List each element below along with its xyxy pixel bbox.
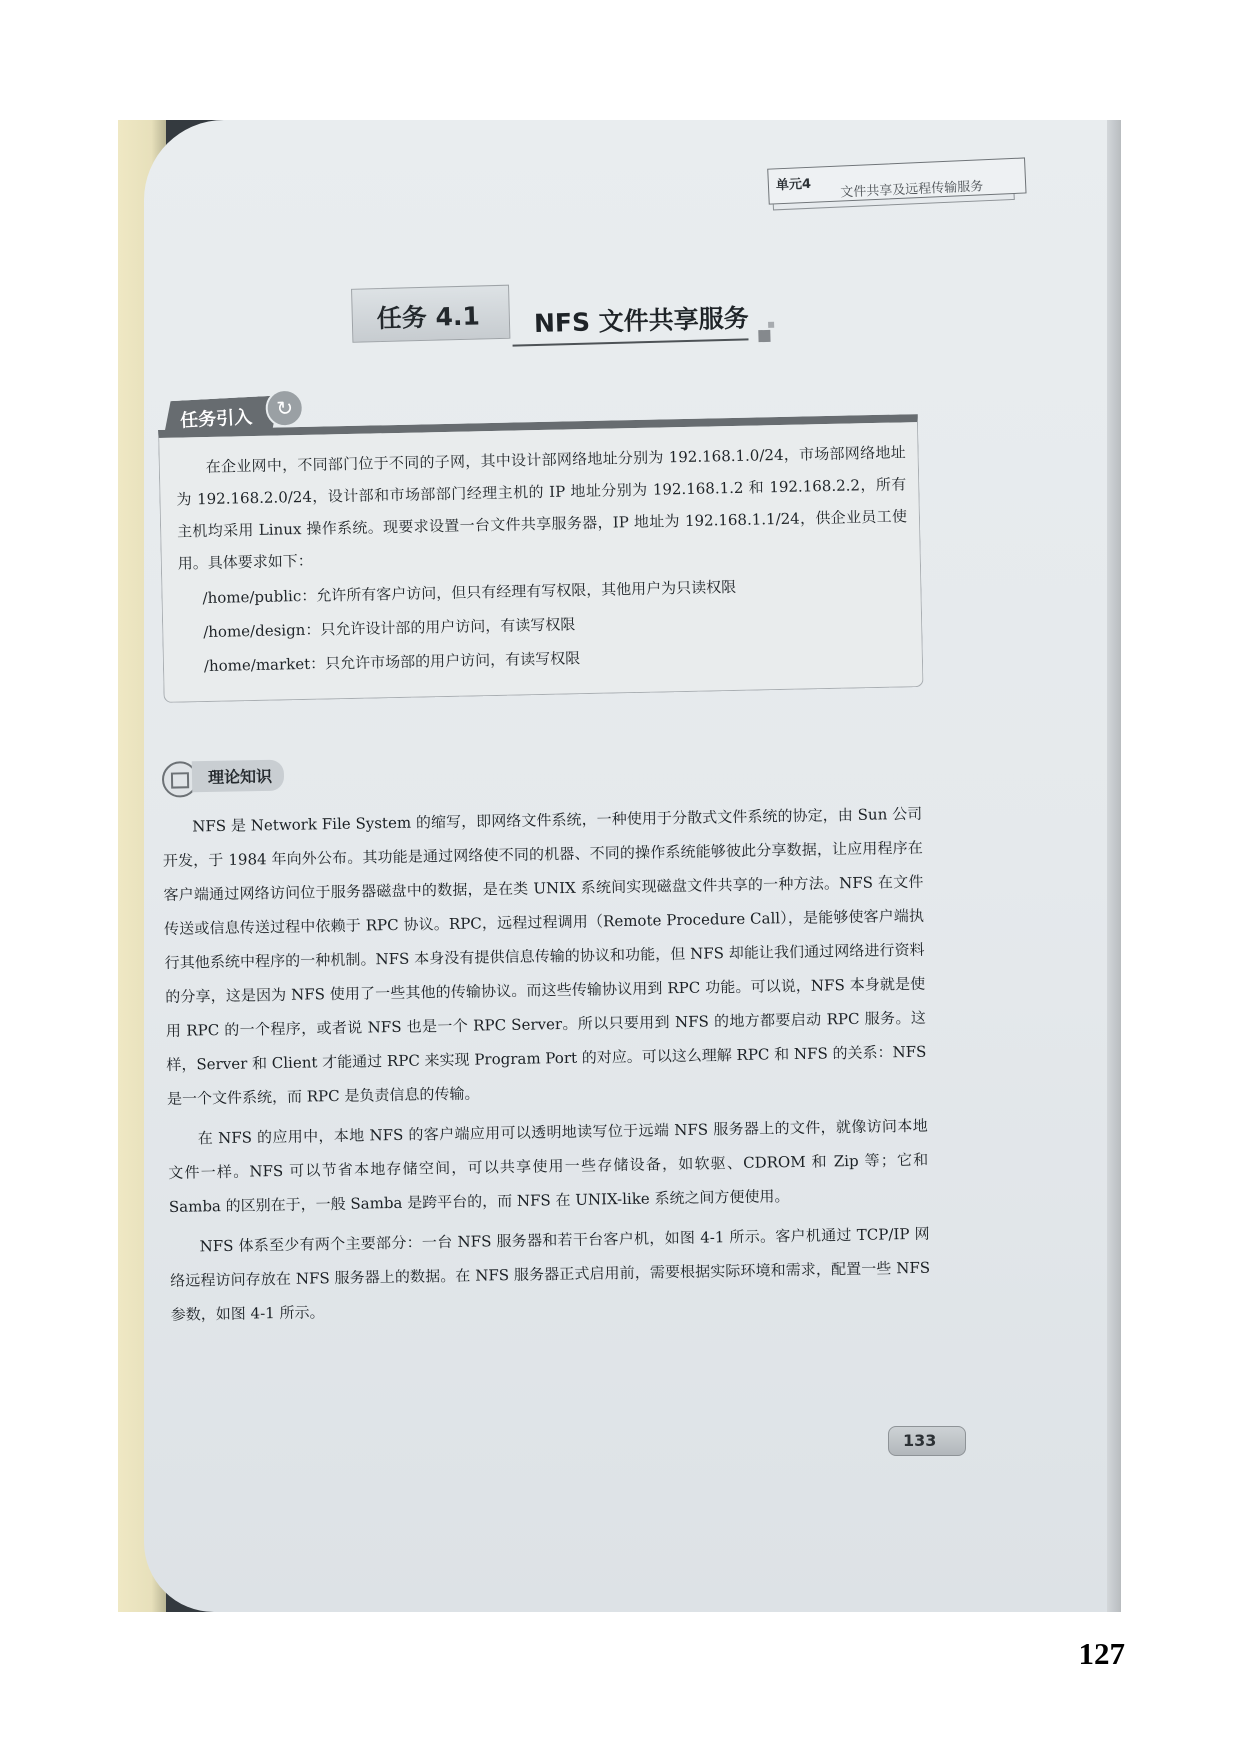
theory-title: 理论知识: [192, 760, 285, 793]
unit-label: 单元4: [775, 176, 812, 194]
list-item: /home/market：只允许市场部的用户访问，有读写权限: [203, 649, 581, 676]
theory-paragraph: NFS 体系至少有两个主要部分：一台 NFS 服务器和若干台客户机，如图 4-1 所示。客户机通过 TCP/IP 网络远程访问存放在 NFS 服务器上的数据。在 NFS 服务器正式启用前，需要根据实际环境和需求，配置一些 NFS 参数，如图 4-1 所示。: [170, 1224, 931, 1324]
theory-paragraph: NFS 是 Network File System 的缩写，即网络文件系统，一种使用于分散式文件系统的协定，由 Sun 公司开发，于 1984 年向外公布。其功能是通过网络使不同的机器、不同的操作系统能够彼此分享数据，让应用程序在客户端通过网络访问位于服务器磁盘中的数据，是在类 UNIX 系统间实现磁盘文件共享的一种方法。NFS 在文件传送或信息传送过程中依赖于 RPC 协议。RPC，远程过程调用（Remote Procedure Call），是能够使客户端执行其他系统中程序的一种机制。NFS 本身没有提供信息传输的协议和功能，但 NFS 却能让我们通过网络进行资料的分享，这是因为 NFS 使用了一些其他的传输协议。而这些传输协议用到 RPC 功能。可以说，NFS 本身就是使用 RPC 的一个程序，或者说 NFS 也是一个 RPC Server。所以只要用到 NFS 的地方都要启动 RPC 服务。这样，Server 和 Client 才能通过 RPC 来实现 Program Port 的对应。可以这么理解 RPC 和 NFS 的关系：NFS 是一个文件系统，而 RPC 是负责信息的传输。: [162, 804, 927, 1108]
intro-paragraph: 在企业网中，不同部门位于不同的子网，其中设计部网络地址分别为 192.168.1.0/24，市场部网络地址为 192.168.2.0/24，设计部和市场部部门经理主机的 IP 地址分别为 192.168.1.2 和 192.168.2.2，所有主机均采用 Linux 操作系统。现要求设置一台文件共享服务器，IP 地址为 192.168.1.1/24，供企业员工使用。具体要求如下：: [176, 443, 908, 573]
intro-tab-label: 任务引入: [179, 406, 253, 432]
running-header: [767, 157, 1029, 210]
task-square-decoration: [758, 330, 770, 342]
list-item: /home/public：允许所有客户访问，但只有经理有写权限，其他用户为只读权限: [202, 577, 737, 608]
task-number-box: [351, 285, 510, 343]
list-item: /home/design：只允许设计部的用户访问，有读写权限: [203, 615, 576, 642]
task-square-decoration-small: [768, 322, 774, 328]
intro-box: [158, 414, 924, 703]
task-number: 任务 4.1: [376, 301, 481, 334]
scan-page-number: 127: [1078, 1636, 1125, 1671]
task-name: NFS 文件共享服务: [533, 303, 750, 339]
theory-heading: [162, 754, 363, 799]
intro-requirement-list: [202, 566, 904, 683]
theory-paragraph: 在 NFS 的应用中，本地 NFS 的客户端应用可以透明地读写位于远端 NFS 服务器上的文件，就像访问本地文件一样。NFS 可以节省本地存储空间，可以共享使用一些存储设备，如软驱、CDROM 和 Zip 等；它和 Samba 的区别在于，一般 Samba 是跨平台的，而 NFS 在 UNIX-like 系统之间方便使用。: [168, 1116, 929, 1216]
book-page-number: 133: [903, 1431, 937, 1450]
task-heading: [351, 275, 873, 369]
book-page-number-badge: [888, 1426, 966, 1456]
refresh-arrow-icon: ↻: [265, 388, 305, 428]
unit-title: 文件共享及远程传输服务: [840, 179, 984, 201]
theory-body: [162, 797, 931, 1338]
book-photo: [118, 120, 1121, 1612]
